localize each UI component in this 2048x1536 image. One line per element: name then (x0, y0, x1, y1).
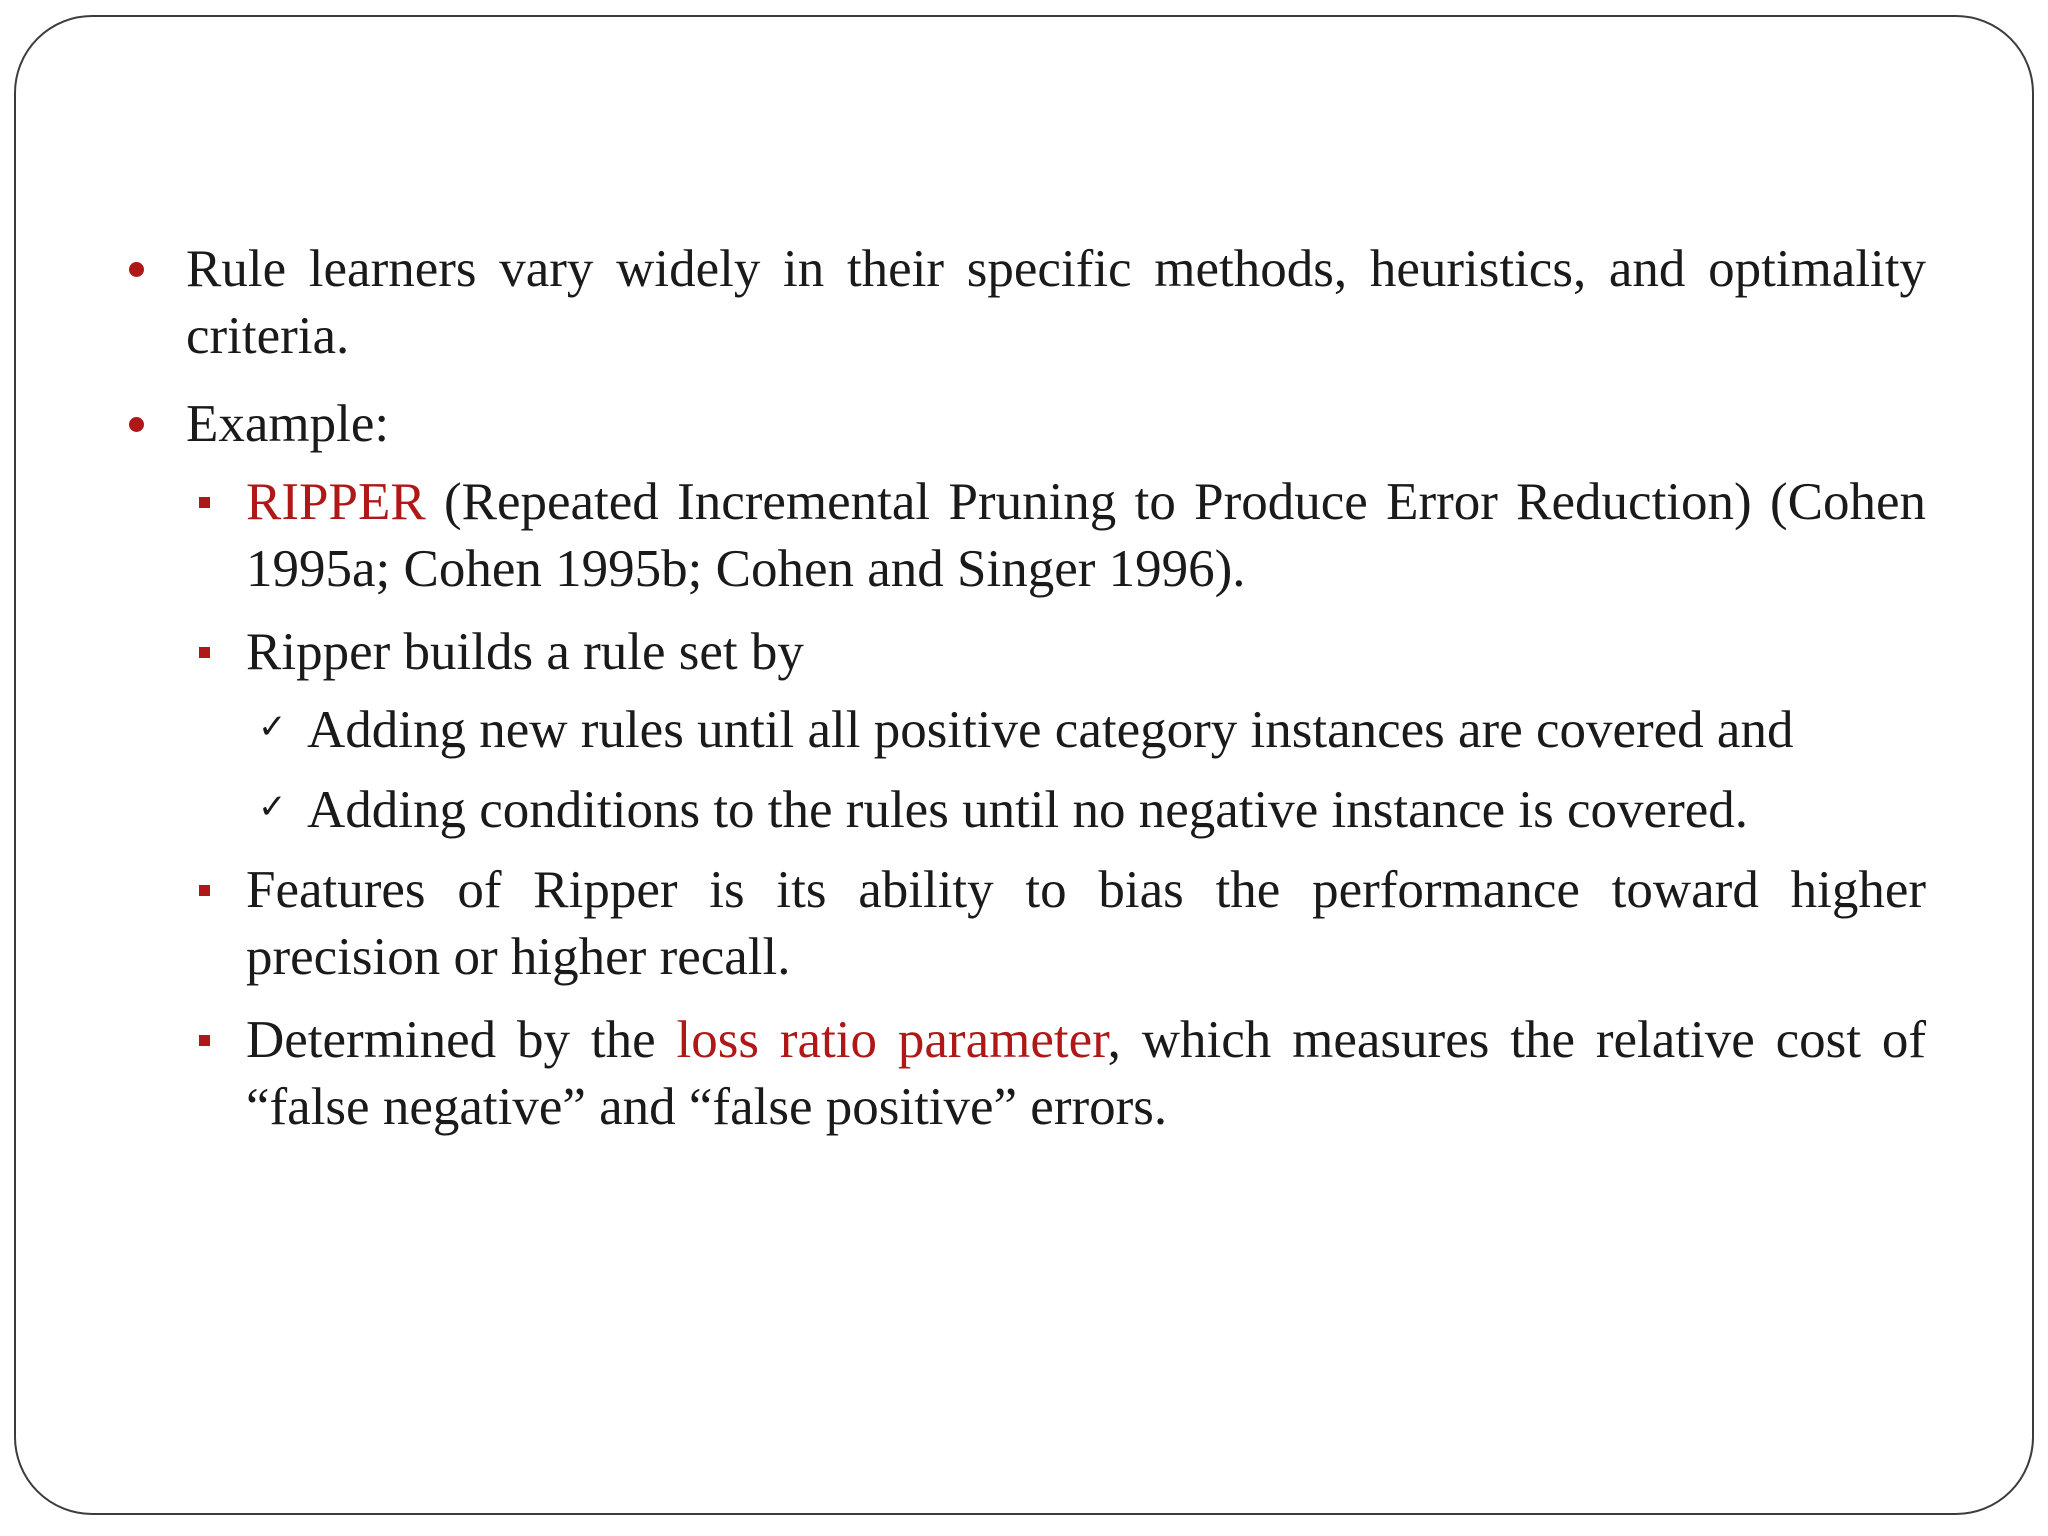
highlight-ripper: RIPPER (246, 473, 426, 531)
bullet-square (199, 497, 210, 508)
bullet-square (199, 885, 210, 896)
bullet-round (129, 262, 144, 277)
checkmark-icon: ✓ (258, 707, 287, 747)
bullet-round (129, 417, 144, 432)
check-item-text: Adding conditions to the rules until no negative instance is covered. (307, 781, 1748, 839)
checkmark-icon: ✓ (258, 787, 287, 827)
sub-bullet-text: Ripper builds a rule set by (246, 623, 804, 681)
sub-bullet-text-rest: (Repeated Incremental Pruning to Produce Error Reduction) (Cohen 1995a; Cohen 1995b; Cohen and Singer 1996). (246, 473, 1926, 598)
bullet-text: Example: (186, 395, 390, 453)
bullet-square (199, 647, 210, 658)
sub-bullet-text: Features of Ripper is its ability to bias the performance toward higher precision or higher recall. (246, 861, 1926, 986)
bullet-text: Rule learners vary widely in their specific methods, heuristics, and optimality criteria. (186, 240, 1926, 365)
sub-bullet-text (246, 469, 1926, 603)
bullet-square (199, 1035, 210, 1046)
highlight-loss-ratio: loss ratio parameter (676, 1011, 1108, 1069)
sub-bullet-text (246, 1007, 1926, 1141)
sub-bullet-text-after: , which measures the relative cost of “false negative” and “false positive” errors. (246, 1011, 1927, 1136)
sub-bullet-text-before: Determined by the (246, 1011, 677, 1069)
check-item-text: Adding new rules until all positive category instances are covered and (307, 701, 1794, 759)
